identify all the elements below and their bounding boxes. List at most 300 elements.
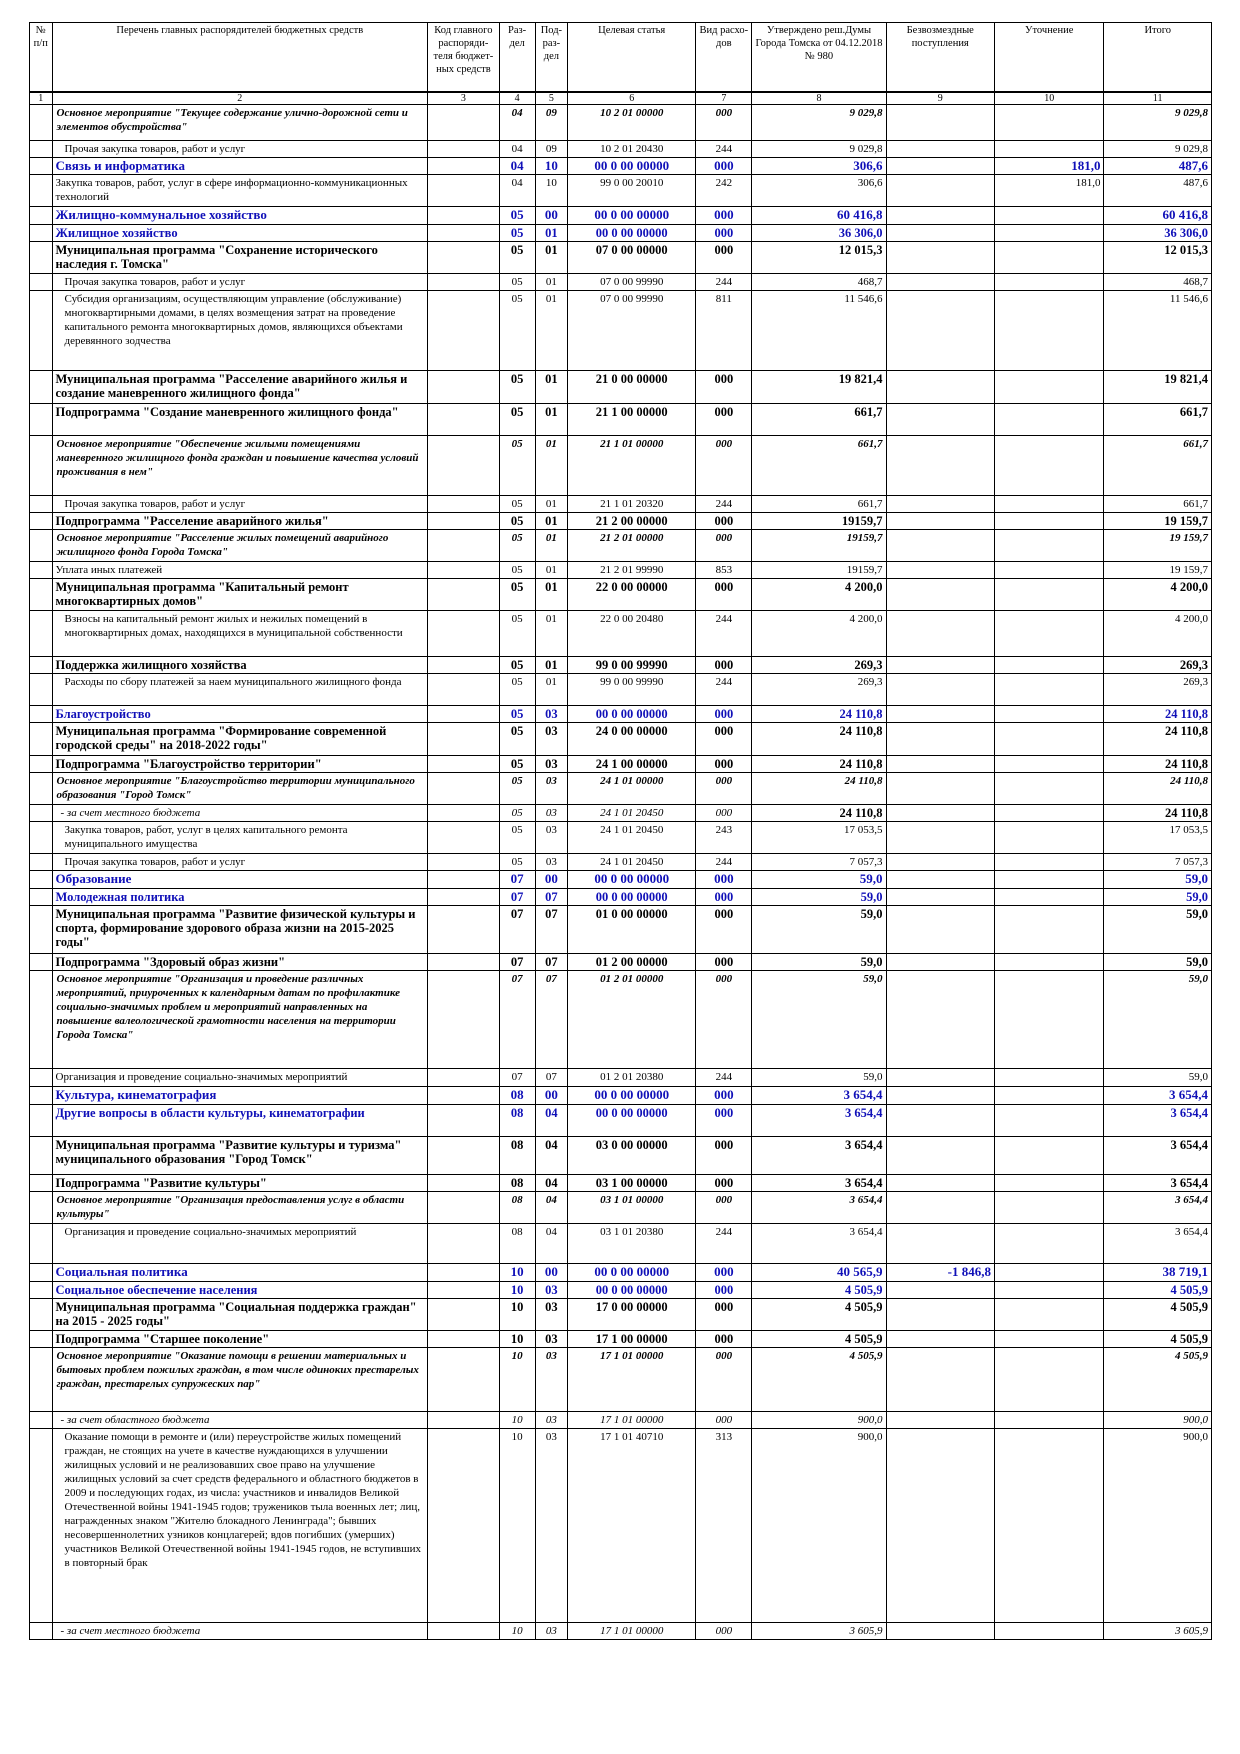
- admin-code-cell: [428, 805, 500, 822]
- admin-code-cell: [428, 1623, 500, 1640]
- free-receipts-amount: [886, 225, 994, 242]
- admin-code-cell: [428, 105, 500, 141]
- free-receipts-amount: [886, 706, 994, 723]
- item-name: Благоустройство: [52, 706, 428, 723]
- admin-code-cell: [428, 1137, 500, 1175]
- section-code: 05: [499, 805, 535, 822]
- num-cell: [30, 291, 53, 371]
- free-receipts-amount: [886, 871, 994, 889]
- section-code: 04: [499, 175, 535, 207]
- section-code: 10: [499, 1331, 535, 1348]
- target-article: 00 0 00 00000: [568, 889, 696, 906]
- subsection-code: 00: [535, 1264, 568, 1282]
- expense-type: 000: [696, 1087, 752, 1105]
- section-code: 08: [499, 1087, 535, 1105]
- header-approved: Утверждено реш.Думы Города Томска от 04.12.2018 № 980: [752, 23, 886, 93]
- subsection-code: 01: [535, 225, 568, 242]
- target-article: 07 0 00 00000: [568, 242, 696, 274]
- num-cell: [30, 1087, 53, 1105]
- total-amount: 4 505,9: [1104, 1331, 1212, 1348]
- clarification-amount: [994, 141, 1104, 158]
- approved-amount: 3 654,4: [752, 1192, 886, 1224]
- table-row: [30, 1429, 1212, 1623]
- admin-code-cell: [428, 1264, 500, 1282]
- section-code: 05: [499, 854, 535, 871]
- table-row: [30, 562, 1212, 579]
- total-amount: 59,0: [1104, 1069, 1212, 1087]
- item-name: Муниципальная программа "Развитие физической культуры и спорта, формирование здорового образа жизни на 2015-2025 годы": [52, 906, 428, 954]
- approved-amount: 11 546,6: [752, 291, 886, 371]
- item-name: Закупка товаров, работ, услуг в целях капитального ремонта муниципального имущества: [52, 822, 428, 854]
- clarification-amount: [994, 674, 1104, 706]
- clarification-amount: [994, 1331, 1104, 1348]
- item-name: Организация и проведение социально-значимых мероприятий: [52, 1224, 428, 1264]
- table-row: [30, 274, 1212, 291]
- clarification-amount: [994, 805, 1104, 822]
- subsection-code: 01: [535, 579, 568, 611]
- section-code: 10: [499, 1264, 535, 1282]
- table-row: [30, 371, 1212, 404]
- target-article: 01 2 01 00000: [568, 971, 696, 1069]
- item-name: Основное мероприятие "Организация и проведение различных мероприятий, приуроченных к календарным датам по профилактике социально-значимых проблем и мероприятий направленных на повышение валеологической грамотности населения на территории Города Томска": [52, 971, 428, 1069]
- item-name: Муниципальная программа "Развитие культуры и туризма" муниципального образования "Город Томск": [52, 1137, 428, 1175]
- expense-type: 244: [696, 274, 752, 291]
- target-article: 99 0 00 20010: [568, 175, 696, 207]
- clarification-amount: [994, 971, 1104, 1069]
- approved-amount: 9 029,8: [752, 141, 886, 158]
- section-code: 05: [499, 207, 535, 225]
- target-article: 10 2 01 00000: [568, 105, 696, 141]
- num-cell: [30, 1264, 53, 1282]
- subsection-code: 03: [535, 1331, 568, 1348]
- admin-code-cell: [428, 706, 500, 723]
- clarification-amount: [994, 822, 1104, 854]
- subsection-code: 03: [535, 805, 568, 822]
- admin-code-cell: [428, 756, 500, 773]
- approved-amount: 19159,7: [752, 513, 886, 530]
- total-amount: 24 110,8: [1104, 773, 1212, 805]
- subsection-code: 04: [535, 1105, 568, 1137]
- admin-code-cell: [428, 242, 500, 274]
- free-receipts-amount: [886, 105, 994, 141]
- admin-code-cell: [428, 274, 500, 291]
- num-cell: [30, 954, 53, 971]
- item-name: Взносы на капитальный ремонт жилых и нежилых помещений в многоквартирных домах, находящихся в муниципальной собственности: [52, 611, 428, 657]
- header-section: Раз-дел: [499, 23, 535, 93]
- section-code: 07: [499, 971, 535, 1069]
- free-receipts-amount: [886, 1105, 994, 1137]
- section-code: 05: [499, 530, 535, 562]
- colnum-1: 1: [30, 92, 53, 105]
- item-name: Подпрограмма "Создание маневренного жилищного фонда": [52, 404, 428, 436]
- expense-type: 000: [696, 1623, 752, 1640]
- clarification-amount: [994, 105, 1104, 141]
- item-name: Основное мероприятие "Расселение жилых помещений аварийного жилищного фонда Города Томска": [52, 530, 428, 562]
- table-row: [30, 496, 1212, 513]
- clarification-amount: [994, 1137, 1104, 1175]
- target-article: 00 0 00 00000: [568, 1105, 696, 1137]
- table-row: [30, 657, 1212, 674]
- subsection-code: 10: [535, 175, 568, 207]
- section-code: 05: [499, 822, 535, 854]
- expense-type: 000: [696, 1105, 752, 1137]
- free-receipts-amount: [886, 822, 994, 854]
- num-cell: [30, 105, 53, 141]
- clarification-amount: [994, 530, 1104, 562]
- admin-code-cell: [428, 225, 500, 242]
- free-receipts-amount: [886, 611, 994, 657]
- section-code: 05: [499, 756, 535, 773]
- num-cell: [30, 1175, 53, 1192]
- expense-type: 244: [696, 611, 752, 657]
- admin-code-cell: [428, 1348, 500, 1412]
- admin-code-cell: [428, 871, 500, 889]
- total-amount: 60 416,8: [1104, 207, 1212, 225]
- approved-amount: 19159,7: [752, 530, 886, 562]
- section-code: 10: [499, 1412, 535, 1429]
- expense-type: 244: [696, 141, 752, 158]
- clarification-amount: [994, 906, 1104, 954]
- target-article: 17 1 01 00000: [568, 1623, 696, 1640]
- expense-type: 000: [696, 530, 752, 562]
- total-amount: 7 057,3: [1104, 854, 1212, 871]
- expense-type: 000: [696, 906, 752, 954]
- expense-type: 000: [696, 723, 752, 756]
- section-code: 04: [499, 141, 535, 158]
- item-name: Уплата иных платежей: [52, 562, 428, 579]
- target-article: 99 0 00 99990: [568, 674, 696, 706]
- admin-code-cell: [428, 1282, 500, 1299]
- admin-code-cell: [428, 371, 500, 404]
- total-amount: 9 029,8: [1104, 105, 1212, 141]
- expense-type: 000: [696, 889, 752, 906]
- subsection-code: 03: [535, 1348, 568, 1412]
- target-article: 17 0 00 00000: [568, 1299, 696, 1331]
- expense-type: 000: [696, 371, 752, 404]
- free-receipts-amount: [886, 158, 994, 175]
- section-code: 05: [499, 674, 535, 706]
- header-total: Итого: [1104, 23, 1212, 93]
- table-row: [30, 1331, 1212, 1348]
- clarification-amount: [994, 562, 1104, 579]
- approved-amount: 3 605,9: [752, 1623, 886, 1640]
- colnum-9: 9: [886, 92, 994, 105]
- expense-type: 243: [696, 822, 752, 854]
- item-name: Муниципальная программа "Социальная поддержка граждан" на 2015 - 2025 годы": [52, 1299, 428, 1331]
- table-row: [30, 954, 1212, 971]
- approved-amount: 19 821,4: [752, 371, 886, 404]
- item-name: Муниципальная программа "Капитальный ремонт многоквартирных домов": [52, 579, 428, 611]
- num-cell: [30, 175, 53, 207]
- total-amount: 4 505,9: [1104, 1282, 1212, 1299]
- approved-amount: 4 505,9: [752, 1331, 886, 1348]
- subsection-code: 04: [535, 1192, 568, 1224]
- approved-amount: 4 505,9: [752, 1348, 886, 1412]
- item-name: Закупка товаров, работ, услуг в сфере информационно-коммуникационных технологий: [52, 175, 428, 207]
- subsection-code: 01: [535, 274, 568, 291]
- approved-amount: 59,0: [752, 889, 886, 906]
- approved-amount: 4 200,0: [752, 579, 886, 611]
- table-row: [30, 1069, 1212, 1087]
- subsection-code: 01: [535, 242, 568, 274]
- item-name: Прочая закупка товаров, работ и услуг: [52, 274, 428, 291]
- approved-amount: 59,0: [752, 954, 886, 971]
- target-article: 21 2 01 00000: [568, 530, 696, 562]
- free-receipts-amount: [886, 773, 994, 805]
- table-row: [30, 436, 1212, 496]
- admin-code-cell: [428, 175, 500, 207]
- clarification-amount: [994, 1069, 1104, 1087]
- free-receipts-amount: [886, 1175, 994, 1192]
- subsection-code: 04: [535, 1175, 568, 1192]
- clarification-amount: [994, 706, 1104, 723]
- target-article: 03 1 00 00000: [568, 1175, 696, 1192]
- item-name: Подпрограмма "Благоустройство территории": [52, 756, 428, 773]
- free-receipts-amount: [886, 1429, 994, 1623]
- free-receipts-amount: [886, 1348, 994, 1412]
- free-receipts-amount: [886, 513, 994, 530]
- target-article: 00 0 00 00000: [568, 1282, 696, 1299]
- section-code: 05: [499, 513, 535, 530]
- target-article: 00 0 00 00000: [568, 706, 696, 723]
- section-code: 05: [499, 291, 535, 371]
- clarification-amount: [994, 1348, 1104, 1412]
- section-code: 05: [499, 579, 535, 611]
- budget-table: [29, 22, 1212, 1640]
- total-amount: 3 654,4: [1104, 1105, 1212, 1137]
- approved-amount: 24 110,8: [752, 723, 886, 756]
- free-receipts-amount: [886, 1412, 994, 1429]
- num-cell: [30, 1412, 53, 1429]
- expense-type: 244: [696, 1224, 752, 1264]
- target-article: 24 1 01 20450: [568, 805, 696, 822]
- free-receipts-amount: [886, 889, 994, 906]
- num-cell: [30, 657, 53, 674]
- subsection-code: 04: [535, 1137, 568, 1175]
- free-receipts-amount: [886, 404, 994, 436]
- total-amount: 4 505,9: [1104, 1348, 1212, 1412]
- expense-type: 000: [696, 158, 752, 175]
- table-row: [30, 1348, 1212, 1412]
- section-code: 05: [499, 723, 535, 756]
- target-article: 00 0 00 00000: [568, 225, 696, 242]
- clarification-amount: [994, 657, 1104, 674]
- table-row: [30, 854, 1212, 871]
- header-num: № п/п: [30, 23, 53, 93]
- free-receipts-amount: [886, 1224, 994, 1264]
- total-amount: 4 200,0: [1104, 611, 1212, 657]
- admin-code-cell: [428, 1412, 500, 1429]
- expense-type: 000: [696, 971, 752, 1069]
- total-amount: 3 654,4: [1104, 1137, 1212, 1175]
- num-cell: [30, 562, 53, 579]
- admin-code-cell: [428, 404, 500, 436]
- table-row: [30, 773, 1212, 805]
- approved-amount: 24 110,8: [752, 773, 886, 805]
- item-name: Подпрограмма "Расселение аварийного жилья": [52, 513, 428, 530]
- header-free-receipts: Безвозмездные поступления: [886, 23, 994, 93]
- subsection-code: 01: [535, 513, 568, 530]
- item-name: Другие вопросы в области культуры, кинематографии: [52, 1105, 428, 1137]
- clarification-amount: [994, 723, 1104, 756]
- expense-type: 244: [696, 854, 752, 871]
- header-clarification: Уточнение: [994, 23, 1104, 93]
- target-article: 17 1 01 00000: [568, 1348, 696, 1412]
- total-amount: 59,0: [1104, 971, 1212, 1069]
- clarification-amount: [994, 242, 1104, 274]
- total-amount: 19 159,7: [1104, 530, 1212, 562]
- table-row: [30, 530, 1212, 562]
- section-code: 05: [499, 706, 535, 723]
- table-row: [30, 706, 1212, 723]
- admin-code-cell: [428, 291, 500, 371]
- num-cell: [30, 1299, 53, 1331]
- total-amount: 17 053,5: [1104, 822, 1212, 854]
- item-name: Расходы по сбору платежей за наем муниципального жилищного фонда: [52, 674, 428, 706]
- total-amount: 24 110,8: [1104, 723, 1212, 756]
- subsection-code: 01: [535, 530, 568, 562]
- clarification-amount: [994, 1429, 1104, 1623]
- free-receipts-amount: [886, 854, 994, 871]
- target-article: 21 1 00 00000: [568, 404, 696, 436]
- table-row: [30, 805, 1212, 822]
- table-row: [30, 906, 1212, 954]
- target-article: 07 0 00 99990: [568, 274, 696, 291]
- total-amount: 269,3: [1104, 657, 1212, 674]
- clarification-amount: [994, 371, 1104, 404]
- clarification-amount: 181,0: [994, 175, 1104, 207]
- item-name: Основное мероприятие "Обеспечение жилыми помещениями маневренного жилищного фонда граждан и повышение качества условий проживания в нем": [52, 436, 428, 496]
- expense-type: 000: [696, 1137, 752, 1175]
- section-code: 05: [499, 404, 535, 436]
- expense-type: 000: [696, 1348, 752, 1412]
- num-cell: [30, 756, 53, 773]
- subsection-code: 01: [535, 404, 568, 436]
- num-cell: [30, 1348, 53, 1412]
- total-amount: 269,3: [1104, 674, 1212, 706]
- approved-amount: 900,0: [752, 1412, 886, 1429]
- item-name: Основное мероприятие "Оказание помощи в решении материальных и бытовых проблем пожилых граждан, в том числе одиноких престарелых граждан, престарелых супружеских пар": [52, 1348, 428, 1412]
- section-code: 04: [499, 105, 535, 141]
- clarification-amount: [994, 225, 1104, 242]
- admin-code-cell: [428, 1069, 500, 1087]
- admin-code-cell: [428, 657, 500, 674]
- expense-type: 000: [696, 657, 752, 674]
- item-name: Социальная политика: [52, 1264, 428, 1282]
- header-admin-code: Код главного распоряди-теля бюджет-ных средств: [428, 23, 500, 93]
- table-row: [30, 225, 1212, 242]
- free-receipts-amount: [886, 1192, 994, 1224]
- admin-code-cell: [428, 207, 500, 225]
- item-name: Основное мероприятие "Благоустройство территории муниципального образования "Город Томск": [52, 773, 428, 805]
- num-cell: [30, 611, 53, 657]
- expense-type: 000: [696, 954, 752, 971]
- approved-amount: 59,0: [752, 906, 886, 954]
- item-name: Образование: [52, 871, 428, 889]
- expense-type: 313: [696, 1429, 752, 1623]
- item-name: Молодежная политика: [52, 889, 428, 906]
- free-receipts-amount: [886, 674, 994, 706]
- target-article: 21 2 01 99990: [568, 562, 696, 579]
- item-name: Социальное обеспечение населения: [52, 1282, 428, 1299]
- target-article: 00 0 00 00000: [568, 871, 696, 889]
- admin-code-cell: [428, 158, 500, 175]
- total-amount: 36 306,0: [1104, 225, 1212, 242]
- total-amount: 3 605,9: [1104, 1623, 1212, 1640]
- item-name: Жилищно-коммунальное хозяйство: [52, 207, 428, 225]
- num-cell: [30, 971, 53, 1069]
- subsection-code: 01: [535, 611, 568, 657]
- total-amount: 4 505,9: [1104, 1299, 1212, 1331]
- approved-amount: 468,7: [752, 274, 886, 291]
- target-article: 07 0 00 99990: [568, 291, 696, 371]
- approved-amount: 60 416,8: [752, 207, 886, 225]
- num-cell: [30, 513, 53, 530]
- expense-type: 000: [696, 1264, 752, 1282]
- num-cell: [30, 436, 53, 496]
- admin-code-cell: [428, 723, 500, 756]
- num-cell: [30, 889, 53, 906]
- target-article: 03 0 00 00000: [568, 1137, 696, 1175]
- clarification-amount: [994, 611, 1104, 657]
- free-receipts-amount: -1 846,8: [886, 1264, 994, 1282]
- table-row: [30, 723, 1212, 756]
- num-cell: [30, 1192, 53, 1224]
- num-cell: [30, 1105, 53, 1137]
- free-receipts-amount: [886, 242, 994, 274]
- num-cell: [30, 579, 53, 611]
- target-article: 03 1 01 20380: [568, 1224, 696, 1264]
- section-code: 08: [499, 1224, 535, 1264]
- table-row: [30, 1087, 1212, 1105]
- section-code: 07: [499, 889, 535, 906]
- free-receipts-amount: [886, 805, 994, 822]
- admin-code-cell: [428, 1192, 500, 1224]
- table-row: [30, 1105, 1212, 1137]
- section-code: 05: [499, 562, 535, 579]
- free-receipts-amount: [886, 1331, 994, 1348]
- clarification-amount: 181,0: [994, 158, 1104, 175]
- num-cell: [30, 854, 53, 871]
- admin-code-cell: [428, 530, 500, 562]
- clarification-amount: [994, 954, 1104, 971]
- target-article: 24 1 01 20450: [568, 854, 696, 871]
- free-receipts-amount: [886, 579, 994, 611]
- clarification-amount: [994, 871, 1104, 889]
- num-cell: [30, 723, 53, 756]
- target-article: 01 2 00 00000: [568, 954, 696, 971]
- expense-type: 000: [696, 706, 752, 723]
- total-amount: 468,7: [1104, 274, 1212, 291]
- free-receipts-amount: [886, 141, 994, 158]
- section-code: 07: [499, 871, 535, 889]
- expense-type: 000: [696, 207, 752, 225]
- target-article: 00 0 00 00000: [568, 1087, 696, 1105]
- clarification-amount: [994, 436, 1104, 496]
- subsection-code: 03: [535, 706, 568, 723]
- subsection-code: 00: [535, 1087, 568, 1105]
- free-receipts-amount: [886, 371, 994, 404]
- total-amount: 9 029,8: [1104, 141, 1212, 158]
- subsection-code: 01: [535, 657, 568, 674]
- section-code: 05: [499, 436, 535, 496]
- approved-amount: 12 015,3: [752, 242, 886, 274]
- colnum-4: 4: [499, 92, 535, 105]
- clarification-amount: [994, 1175, 1104, 1192]
- expense-type: 000: [696, 1192, 752, 1224]
- target-article: 17 1 01 00000: [568, 1412, 696, 1429]
- subsection-code: 03: [535, 1429, 568, 1623]
